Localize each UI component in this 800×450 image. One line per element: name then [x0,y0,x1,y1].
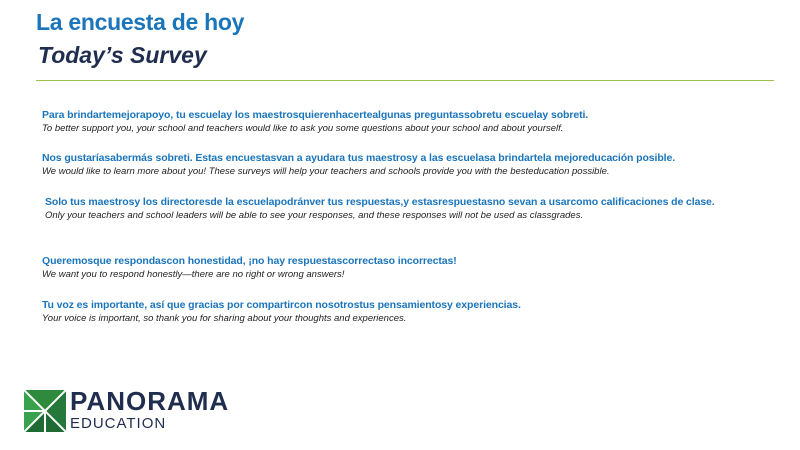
paragraph-honesty [42,254,772,282]
paragraph-spanish: Solo tus maestrosy los directoresde la escuelapodránver tus respuestas,y estasrespuestasno sevan a usarcomo calificaciones de clase. [45,196,715,208]
paragraph-support [42,108,772,136]
title-divider [36,80,774,81]
logo-brand-name: PANORAMA [70,386,230,416]
paragraph-spanish: Tu voz es importante, así que gracias por compartircon nosotrostus pensamientosy experiencias. [42,299,521,311]
page-title-spanish: La encuesta de hoy [36,9,245,35]
paragraph-spanish: Queremosque respondascon honestidad, ¡no hay respuestascorrectaso incorrectas! [42,255,457,267]
logo-brand-subtitle: EDUCATION [70,415,167,432]
paragraph-spanish: Nos gustaríasabermás sobreti. Estas encuestasvan a ayudara tus maestrosy a las escuelasa brindartela mejoreducación posible. [42,152,676,164]
paragraph-learn-more [42,151,772,179]
panorama-education-logo [24,388,229,433]
page-title-english: Today’s Survey [38,42,207,68]
panorama-logo-icon [24,390,66,432]
paragraph-thanks [42,298,772,326]
paragraph-english: To better support you, your school and teachers would like to ask you some questions about your school and about yourself. [42,123,564,134]
paragraph-english: Only your teachers and school leaders will be able to see your responses, and these responses will not be used as classgrades. [45,210,584,221]
paragraph-spanish: Para brindartemejorapoyo, tu escuelay los maestrosquierenhacertealgunas preguntassobretu escuelay sobreti. [42,109,589,121]
paragraph-english: We want you to respond honestly—there are no right or wrong answers! [42,269,345,280]
paragraph-english: Your voice is important, so thank you for sharing about your thoughts and experiences. [42,313,407,324]
paragraph-english: We would like to learn more about you! These surveys will help your teachers and schools provide you with the besteducation possible. [42,166,610,177]
paragraph-privacy [45,195,775,223]
